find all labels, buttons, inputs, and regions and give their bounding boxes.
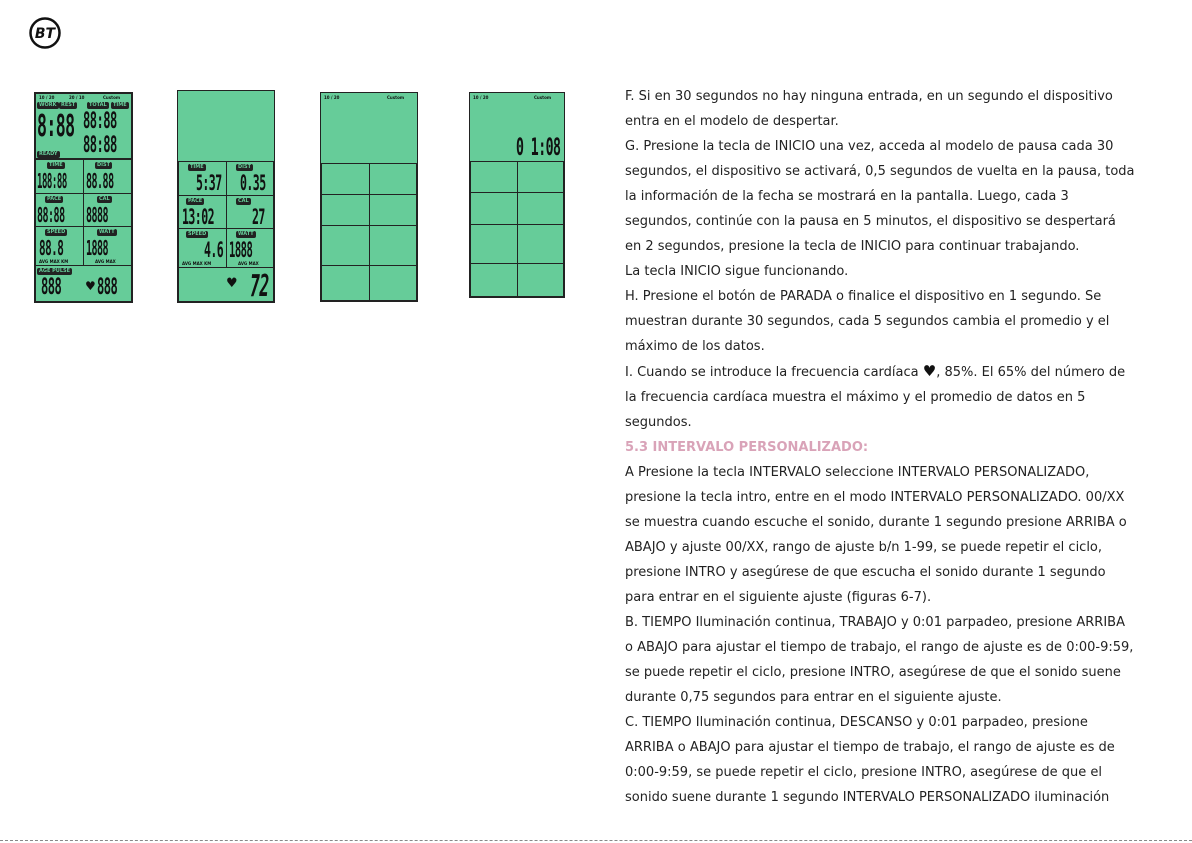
lcd2-dist-label: DIST: [238, 164, 252, 170]
lcd2-pace-label: PACE: [188, 198, 203, 204]
lcd1-ready-label: READY: [39, 151, 58, 157]
lcd3-row2-right: [369, 194, 417, 226]
text-line: sonido suene durante 1 segundo INTERVALO PERSONALIZADO iluminación: [625, 790, 1110, 805]
lcd2-watt-sub: AVG MAX: [238, 261, 259, 266]
text-line: La tecla INICIO sigue funcionando.: [625, 264, 849, 279]
text-line: entra en el modelo de despertar.: [625, 114, 839, 129]
text-line: durante 0,75 segundos para entrar en el siguiente ajuste.: [625, 690, 1002, 705]
text-line: segundos, el dispositivo se activará, 0,5 segundos de vuelta en la pausa, toda: [625, 164, 1135, 179]
lcd2-cal-value: 27: [252, 205, 265, 229]
lcd2-speed-value: 4.6: [204, 238, 224, 262]
lcd4-top-right: Custom: [534, 95, 551, 100]
line-i-start: I. Cuando se introduce la frecuencia cardíaca: [625, 365, 919, 380]
text-line: A Presione la tecla INTERVALO seleccione INTERVALO PERSONALIZADO,: [625, 465, 1090, 480]
text-line: B. TIEMPO Iluminación continua, TRABAJO y 0:01 parpadeo, presione ARRIBA: [625, 615, 1125, 630]
lcd1-total-a: 88:88: [83, 109, 117, 134]
lcd1-big-time: 8:88: [37, 109, 75, 144]
lcd1-dist-label: DIST: [97, 162, 111, 168]
bt-logo: [29, 17, 61, 49]
text-line: C. TIEMPO Iluminación continua, DESCANSO y 0:01 parpadeo, presione: [625, 715, 1088, 730]
lcd2-watt-label: WATT: [238, 231, 254, 237]
lcd1-watt-label: WATT: [99, 229, 115, 235]
text-line: en 2 segundos, presione la tecla de INICIO para continuar trabajando.: [625, 239, 1080, 254]
heart-icon: ♥: [922, 362, 937, 380]
text-line-heart: [625, 359, 1170, 385]
lcd3-row2-left: [321, 194, 370, 226]
text-line: máximo de los datos.: [625, 339, 765, 354]
lcd1-rest-label: REST: [61, 102, 76, 108]
lcd1-top-mid: 20 / 10: [69, 95, 85, 100]
lcd1-speed-sub: AVG MAX KM: [39, 259, 69, 264]
lcd2-watt-value: 1888: [229, 238, 253, 262]
lcd-figure-full: [34, 92, 133, 303]
lcd1-heart-icon: ♥: [85, 279, 96, 293]
lcd4-row2-right: [517, 192, 564, 225]
lcd3-row1-right: [369, 163, 417, 195]
text-line: H. Presione el botón de PARADA o finalice el dispositivo en 1 segundo. Se: [625, 289, 1102, 304]
section-heading: 5.3 INTERVALO PERSONALIZADO:: [625, 440, 869, 455]
lcd1-age-value: 888: [41, 275, 62, 300]
text-line: G. Presione la tecla de INICIO una vez, acceda al modelo de pausa cada 30: [625, 139, 1114, 154]
lcd2-pace-value: 13:02: [182, 205, 215, 229]
lcd1-time-value: 188:88: [37, 169, 67, 193]
text-line: segundos, continúe con la pausa en 5 minutos, el dispositivo se despertará: [625, 214, 1116, 229]
lcd2-time-value: 5:37: [196, 171, 222, 195]
lcd4-row4-left: [470, 263, 518, 297]
lcd3-row3-right: [369, 225, 417, 266]
lcd1-dist-value: 88.88: [86, 169, 114, 193]
lcd2-heart-value: 72: [250, 269, 269, 303]
lcd4-row3-left: [470, 224, 518, 264]
lcd3-row3-left: [321, 225, 370, 266]
text-line: o ABAJO para ajustar el tiempo de trabajo, el rango de ajuste es de 0:00-9:59,: [625, 640, 1134, 655]
text-line: muestran durante 30 segundos, cada 5 segundos cambia el promedio y el: [625, 314, 1110, 329]
lcd4-interval-value: 0 1:08: [516, 133, 561, 161]
lcd1-pulse-value: 888: [97, 275, 118, 300]
lcd2-speed-label: SPEED: [188, 231, 207, 237]
text-line: para entrar en el siguiente ajuste (figuras 6-7).: [625, 590, 932, 605]
lcd1-speed-label: SPEED: [47, 229, 66, 235]
lcd4-row4-right: [517, 263, 564, 297]
lcd1-watt-value: 1888: [86, 236, 109, 260]
instruction-text: [625, 84, 1170, 810]
lcd2-time-label: TIME: [190, 164, 204, 170]
text-line: presione INTRO y asegúrese de que escucha el sonido durante 1 segundo: [625, 565, 1106, 580]
lcd1-speed-value: 88.8: [39, 236, 64, 260]
lcd1-top-left: 10 / 20: [39, 95, 55, 100]
lcd2-speed-sub: AVG MAX KM: [182, 261, 212, 266]
text-line: se muestra cuando escuche el sonido, durante 1 segundo presione ARRIBA o: [625, 515, 1127, 530]
lcd1-cal-label: CAL: [99, 196, 110, 202]
lcd1-pace-label: PACE: [47, 196, 62, 202]
text-line: 0:00-9:59, se puede repetir el ciclo, presione INTRO, asegúrese de que el: [625, 765, 1102, 780]
lcd4-row1-left: [470, 161, 518, 193]
lcd3-top-left: 10 / 20: [324, 95, 340, 100]
lcd2-heart-icon: ♥: [226, 276, 238, 291]
lcd-figure-workout: [177, 90, 275, 303]
lcd4-row3-right: [517, 224, 564, 264]
lcd4-row2-left: [470, 192, 518, 225]
lcd3-row1-left: [321, 163, 370, 195]
lcd1-pace-value: 88:88: [37, 203, 65, 227]
lcd3-row4-left: [321, 265, 370, 301]
lcd1-watt-sub: AVG MAX: [95, 259, 116, 264]
lcd1-cal-value: 8888: [86, 203, 109, 227]
lcd1-time-label: TIME: [49, 162, 63, 168]
text-line: F. Si en 30 segundos no hay ninguna entrada, en un segundo el dispositivo: [625, 89, 1113, 104]
text-line: ARRIBA o ABAJO para ajustar el tiempo de trabajo, el rango de ajuste es de: [625, 740, 1115, 755]
text-line: presione la tecla intro, entre en el modo INTERVALO PERSONALIZADO. 00/XX: [625, 490, 1125, 505]
text-line: segundos.: [625, 415, 692, 430]
lcd1-age-pulse-label: AGE PULSE: [39, 268, 71, 274]
text-line: la frecuencia cardíaca muestra el máximo y el promedio de datos en 5: [625, 390, 1086, 405]
lcd1-top-right: Custom: [103, 95, 120, 100]
text-line: se puede repetir el ciclo, presione INTRO, asegúrese de que el sonido suene: [625, 665, 1121, 680]
logo-text: BT: [34, 26, 56, 42]
lcd1-time-label-top: TIME: [113, 102, 127, 108]
lcd1-total-b: 88:88: [83, 133, 117, 158]
lcd2-cal-label: CAL: [238, 198, 249, 204]
page-bottom-divider: [0, 840, 1192, 841]
lcd3-top-right: Custom: [387, 95, 404, 100]
lcd3-row4-right: [369, 265, 417, 301]
lcd4-row1-right: [517, 161, 564, 193]
lcd2-dist-value: 0.35: [240, 171, 266, 195]
lcd-figure-custom-interval: [469, 92, 565, 298]
lcd1-work-label: WORK: [39, 102, 57, 108]
line-i-end: , 85%. El 65% del número de: [936, 365, 1126, 380]
text-line: ABAJO y ajuste 00/XX, rango de ajuste b/n 1-99, se puede repetir el ciclo,: [625, 540, 1103, 555]
lcd-figure-custom-blank: [320, 92, 418, 302]
lcd4-top-left: 10 / 20: [473, 95, 489, 100]
text-line: la información de la fecha se mostrará en la pantalla. Luego, cada 3: [625, 189, 1069, 204]
lcd1-total-label: TOTAL: [89, 102, 107, 108]
